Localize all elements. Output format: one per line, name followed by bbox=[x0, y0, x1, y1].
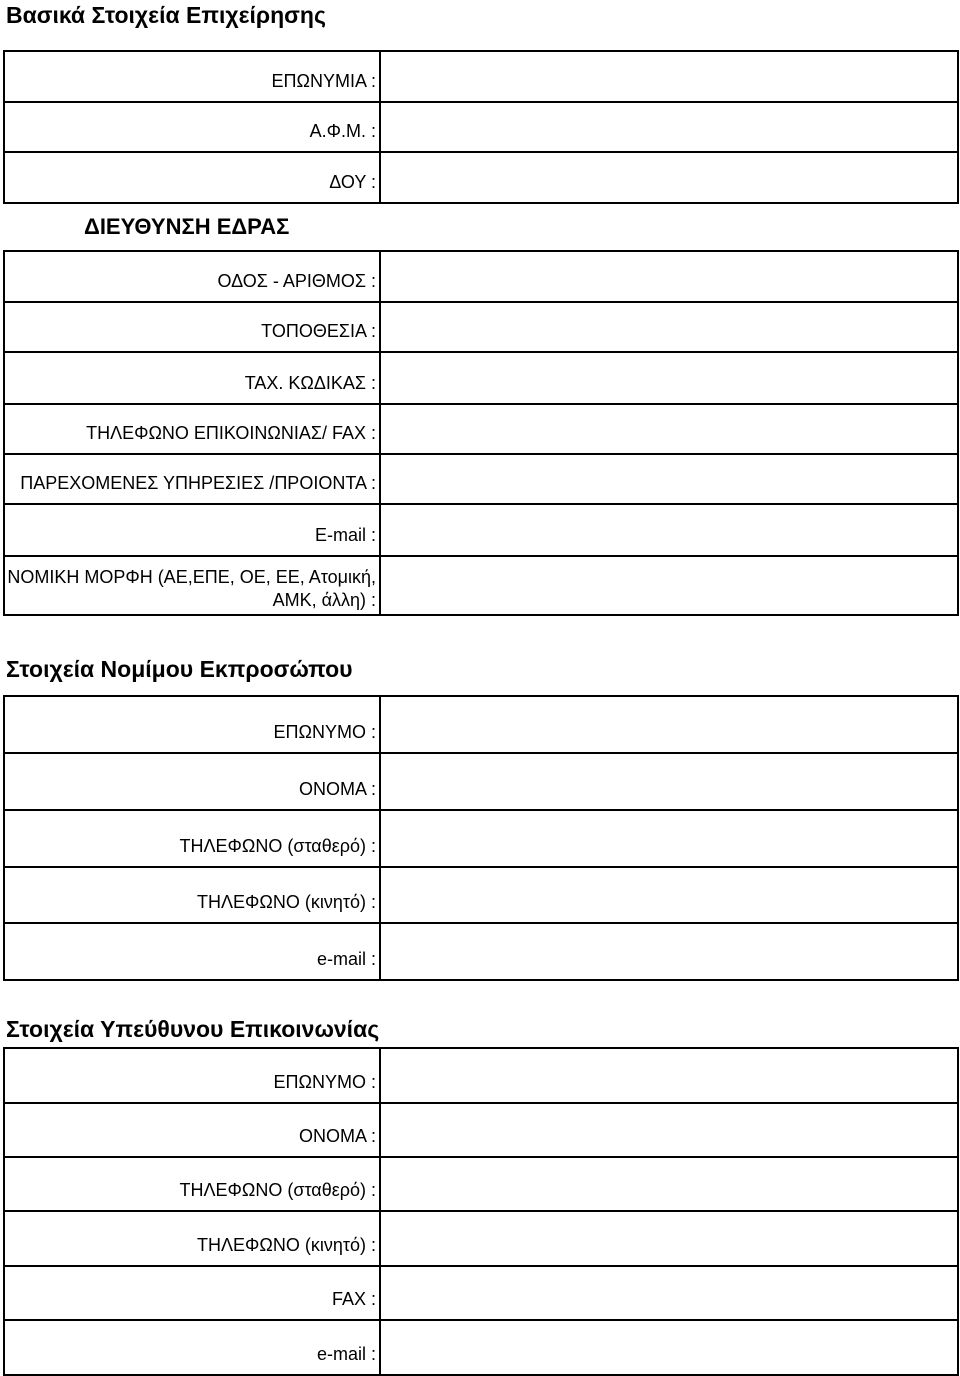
tax-office-label: ΔΟΥ : bbox=[5, 153, 381, 202]
table-row bbox=[5, 697, 959, 754]
services-products-label: ΠΑΡΕΧΟΜΕΝΕΣ ΥΠΗΡΕΣΙΕΣ /ΠΡΟΙΟΝΤΑ : bbox=[5, 455, 381, 503]
table-row bbox=[5, 455, 959, 505]
table-row bbox=[5, 1158, 959, 1212]
table-row bbox=[5, 505, 959, 557]
business-section-title: Βασικά Στοιχεία Επιχείρησης bbox=[6, 2, 326, 28]
legal-form-field[interactable] bbox=[381, 557, 959, 614]
table-row bbox=[5, 405, 959, 455]
contact-surname-field[interactable] bbox=[381, 1049, 959, 1102]
address-section-title: ΔΙΕΥΘΥΝΣΗ ΕΔΡΑΣ bbox=[84, 214, 290, 239]
rep-email-label: e-mail : bbox=[5, 924, 381, 979]
postal-code-label: ΤΑΧ. ΚΩΔΙΚΑΣ : bbox=[5, 353, 381, 403]
representative-table bbox=[3, 695, 959, 981]
table-row bbox=[5, 1267, 959, 1321]
representative-section-title: Στοιχεία Νομίμου Εκπροσώπου bbox=[6, 656, 353, 682]
rep-mobile-field[interactable] bbox=[381, 868, 959, 922]
contact-email-label: e-mail : bbox=[5, 1321, 381, 1374]
table-row bbox=[5, 1104, 959, 1158]
tax-id-label: Α.Φ.Μ. : bbox=[5, 103, 381, 151]
tax-office-field[interactable] bbox=[381, 153, 959, 202]
street-number-field[interactable] bbox=[381, 252, 959, 301]
contact-fax-label: FAX : bbox=[5, 1267, 381, 1319]
contact-landline-field[interactable] bbox=[381, 1158, 959, 1210]
contact-name-field[interactable] bbox=[381, 1104, 959, 1156]
email-label: E-mail : bbox=[5, 505, 381, 555]
contact-section-title: Στοιχεία Υπεύθυνου Επικοινωνίας bbox=[6, 1016, 380, 1042]
postal-code-field[interactable] bbox=[381, 353, 959, 403]
address-table bbox=[3, 250, 959, 616]
table-row bbox=[5, 868, 959, 924]
contact-table bbox=[3, 1047, 959, 1376]
table-row bbox=[5, 252, 959, 303]
table-row bbox=[5, 153, 959, 204]
contact-mobile-field[interactable] bbox=[381, 1212, 959, 1265]
rep-email-field[interactable] bbox=[381, 924, 959, 979]
company-name-field[interactable] bbox=[381, 52, 959, 101]
rep-surname-label: ΕΠΩΝΥΜΟ : bbox=[5, 697, 381, 752]
business-table bbox=[3, 50, 959, 204]
table-row bbox=[5, 754, 959, 811]
table-row bbox=[5, 811, 959, 868]
contact-name-label: ΟΝΟΜΑ : bbox=[5, 1104, 381, 1156]
services-products-field[interactable] bbox=[381, 455, 959, 503]
phone-fax-field[interactable] bbox=[381, 405, 959, 453]
contact-email-field[interactable] bbox=[381, 1321, 959, 1374]
company-name-label: ΕΠΩΝΥΜΙΑ : bbox=[5, 52, 381, 101]
rep-mobile-label: ΤΗΛΕΦΩΝΟ (κινητό) : bbox=[5, 868, 381, 922]
contact-mobile-label: ΤΗΛΕΦΩΝΟ (κινητό) : bbox=[5, 1212, 381, 1265]
rep-surname-field[interactable] bbox=[381, 697, 959, 752]
location-field[interactable] bbox=[381, 303, 959, 351]
location-label: ΤΟΠΟΘΕΣΙΑ : bbox=[5, 303, 381, 351]
table-row bbox=[5, 557, 959, 616]
table-row bbox=[5, 1212, 959, 1267]
table-row bbox=[5, 52, 959, 103]
contact-landline-label: ΤΗΛΕΦΩΝΟ (σταθερό) : bbox=[5, 1158, 381, 1210]
table-row bbox=[5, 1049, 959, 1104]
street-number-label: ΟΔΟΣ - ΑΡΙΘΜΟΣ : bbox=[5, 252, 381, 301]
phone-fax-label: ΤΗΛΕΦΩΝΟ ΕΠΙΚΟΙΝΩΝΙΑΣ/ FAX : bbox=[5, 405, 381, 453]
rep-name-field[interactable] bbox=[381, 754, 959, 809]
contact-surname-label: ΕΠΩΝΥΜΟ : bbox=[5, 1049, 381, 1102]
rep-landline-field[interactable] bbox=[381, 811, 959, 866]
rep-name-label: ΟΝΟΜΑ : bbox=[5, 754, 381, 809]
table-row bbox=[5, 103, 959, 153]
legal-form-label: ΝΟΜΙΚΗ ΜΟΡΦΗ (ΑΕ,ΕΠΕ, ΟΕ, ΕΕ, Ατομική, ΑΜΚ, άλλη) : bbox=[5, 557, 381, 614]
rep-landline-label: ΤΗΛΕΦΩΝΟ (σταθερό) : bbox=[5, 811, 381, 866]
table-row bbox=[5, 924, 959, 981]
email-field[interactable] bbox=[381, 505, 959, 555]
table-row bbox=[5, 1321, 959, 1376]
tax-id-field[interactable] bbox=[381, 103, 959, 151]
table-row bbox=[5, 353, 959, 405]
table-row bbox=[5, 303, 959, 353]
contact-fax-field[interactable] bbox=[381, 1267, 959, 1319]
